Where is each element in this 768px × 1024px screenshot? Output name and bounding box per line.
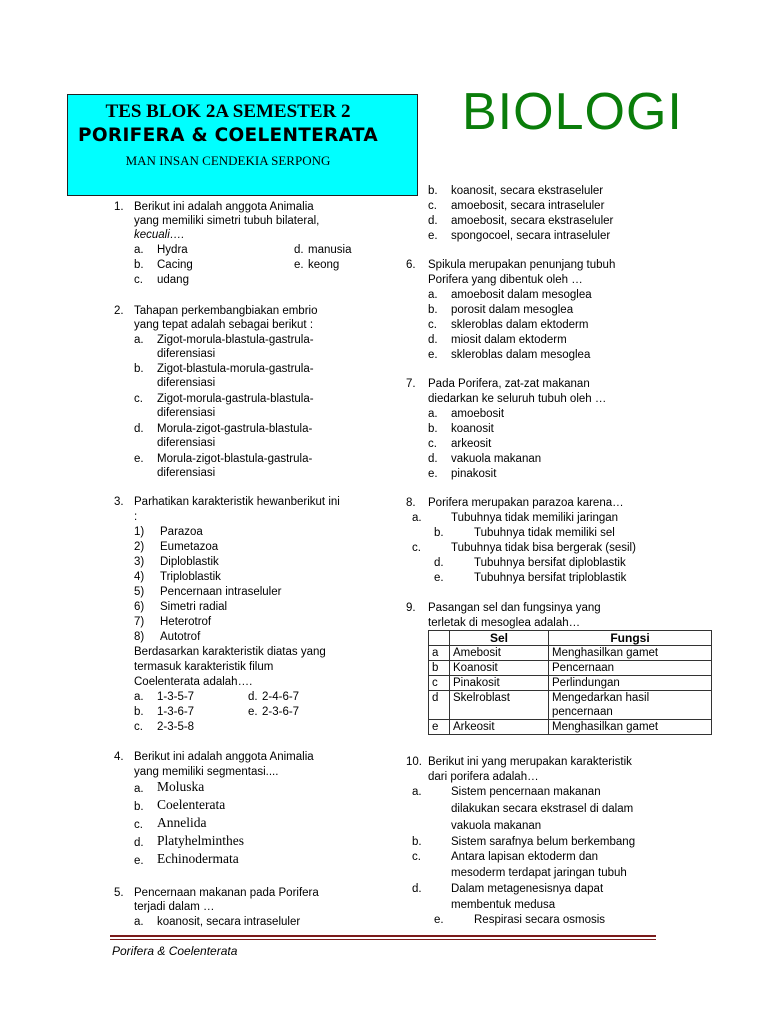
q4-text: yang memiliki segmentasi.... bbox=[134, 766, 279, 778]
subject-title: BIOLOGI bbox=[462, 83, 683, 141]
q7-text: diedarkan ke seluruh tubuh oleh … bbox=[428, 393, 607, 405]
q3-item: Diploblastik bbox=[160, 556, 219, 568]
q5-option: spongocoel, secara intraseluler bbox=[451, 230, 611, 242]
fungsi-line: Mengedarkan hasil bbox=[552, 692, 650, 704]
table-header-fungsi: Fungsi bbox=[549, 631, 712, 646]
q8-option: Tubuhnya bersifat triploblastik bbox=[474, 572, 627, 584]
q7-option: arkeosit bbox=[451, 438, 492, 450]
q2-option-key: b. bbox=[134, 363, 144, 375]
q5-option-key: d. bbox=[428, 215, 438, 227]
q10-option: Antara lapisan ektoderm dan bbox=[451, 851, 599, 863]
q5-text: terjadi dalam … bbox=[134, 901, 215, 913]
q4-option: Annelida bbox=[157, 815, 207, 830]
q3-item-key: 7) bbox=[134, 616, 145, 628]
q3-item-key: 5) bbox=[134, 586, 145, 598]
q6-option: skleroblas dalam ektoderm bbox=[451, 319, 589, 331]
q2-option-key: e. bbox=[134, 453, 144, 465]
q3-option: 2-3-6-7 bbox=[262, 706, 300, 718]
q1-option: keong bbox=[308, 259, 340, 271]
q2-option-key: d. bbox=[134, 423, 144, 435]
table-cell-sel: Skelroblast bbox=[450, 691, 549, 720]
q3-item: Triploblastik bbox=[160, 571, 221, 583]
q3-option: 2-3-5-8 bbox=[157, 721, 195, 733]
q3-text: : bbox=[134, 511, 138, 523]
q1-text: kecuali…. bbox=[134, 229, 185, 241]
q2-option: diferensiasi bbox=[157, 377, 216, 389]
table-cell-sel: Amebosit bbox=[450, 646, 549, 661]
q7-option: amoebosit bbox=[451, 408, 505, 420]
q1-option: udang bbox=[157, 274, 189, 286]
q10-option: vakuola makanan bbox=[451, 820, 542, 832]
q6-text: Porifera yang dibentuk oleh … bbox=[428, 274, 583, 286]
q5-option-key: e. bbox=[428, 230, 438, 242]
q10-option: Dalam metagenesisnya dapat bbox=[451, 883, 604, 895]
q2-option: Zigot-morula-gastrula-blastula- bbox=[157, 393, 314, 405]
table-row bbox=[429, 691, 712, 720]
q5-option: koanosit, secara ekstraseluler bbox=[451, 185, 604, 197]
q8-option-key: c. bbox=[412, 542, 421, 554]
topic-title: PORIFERA & COELENTERATA bbox=[78, 125, 378, 146]
fungsi-line: pencernaan bbox=[552, 706, 613, 718]
q3-text: Parhatikan karakteristik hewanberikut ini bbox=[134, 496, 340, 508]
q7-option-key: b. bbox=[428, 423, 438, 435]
q7-option-key: a. bbox=[428, 408, 438, 420]
q3-option: 1-3-6-7 bbox=[157, 706, 195, 718]
q10-text: Berikut ini yang merupakan karakteristik bbox=[428, 756, 632, 768]
q3-item: Parazoa bbox=[160, 526, 203, 538]
q4-option: Coelenterata bbox=[157, 797, 226, 812]
q6-option: porosit dalam mesoglea bbox=[451, 304, 574, 316]
q10-option: Respirasi secara osmosis bbox=[474, 914, 606, 926]
q5-option: amoebosit, secara ekstraseluler bbox=[451, 215, 614, 227]
table-row bbox=[429, 646, 712, 661]
q1-option: manusia bbox=[308, 244, 352, 256]
q7-option: pinakosit bbox=[451, 468, 497, 480]
q3-item: Autotrof bbox=[160, 631, 201, 643]
q4-option-key: e. bbox=[134, 855, 144, 867]
q6-option-key: c. bbox=[428, 319, 437, 331]
footer-rule bbox=[110, 939, 656, 940]
q3-item-key: 6) bbox=[134, 601, 145, 613]
q2-text: yang tepat adalah sebagai berikut : bbox=[134, 319, 314, 331]
q3-option-key: d. bbox=[248, 691, 258, 703]
q2-option: Zigot-morula-blastula-gastrula- bbox=[157, 334, 314, 346]
q8-option-key: d. bbox=[434, 557, 444, 569]
q3-option-key: c. bbox=[134, 721, 143, 733]
q10-option-key: e. bbox=[434, 914, 444, 926]
q3-item: Eumetazoa bbox=[160, 541, 219, 553]
q4-option: Echinodermata bbox=[157, 851, 239, 866]
q4-number: 4. bbox=[114, 751, 124, 763]
table-cell-fungsi: Perlindungan bbox=[549, 676, 712, 691]
q4-option: Platyhelminthes bbox=[157, 833, 244, 848]
q3-item-key: 2) bbox=[134, 541, 145, 553]
q5-option-key: b. bbox=[428, 185, 438, 197]
q9-text: terletak di mesoglea adalah… bbox=[428, 617, 581, 629]
q1-text: Berikut ini adalah anggota Animalia bbox=[134, 201, 314, 213]
q3-item-key: 1) bbox=[134, 526, 145, 538]
exam-title: TES BLOK 2A SEMESTER 2 bbox=[105, 101, 351, 122]
q3-option-key: b. bbox=[134, 706, 144, 718]
q10-option: dilakukan secara ekstrasel di dalam bbox=[451, 803, 634, 815]
q1-option-key: c. bbox=[134, 274, 143, 286]
q10-option: Sistem pencernaan makanan bbox=[451, 786, 601, 798]
table-cell-key: b bbox=[429, 661, 450, 676]
table-cell-key: c bbox=[429, 676, 450, 691]
q2-option: diferensiasi bbox=[157, 407, 216, 419]
q2-option: diferensiasi bbox=[157, 437, 216, 449]
table-cell-fungsi: Menghasilkan gamet bbox=[549, 720, 712, 735]
q5-option-key: c. bbox=[428, 200, 437, 212]
table-cell-sel: Arkeosit bbox=[450, 720, 549, 735]
q2-text: Tahapan perkembangbiakan embrio bbox=[134, 305, 318, 317]
table-row bbox=[429, 676, 712, 691]
q6-option: skleroblas dalam mesoglea bbox=[451, 349, 591, 361]
q8-option: Tubuhnya tidak bisa bergerak (sesil) bbox=[451, 542, 636, 554]
q4-text: Berikut ini adalah anggota Animalia bbox=[134, 751, 314, 763]
q7-option-key: c. bbox=[428, 438, 437, 450]
q2-option-key: a. bbox=[134, 334, 144, 346]
footer-rule bbox=[110, 935, 656, 937]
q9-text: Pasangan sel dan fungsinya yang bbox=[428, 602, 601, 614]
q1-option-key: e. bbox=[294, 259, 304, 271]
q7-option: vakuola makanan bbox=[451, 453, 542, 465]
table-cell-sel: Pinakosit bbox=[450, 676, 549, 691]
q3-item-key: 3) bbox=[134, 556, 145, 568]
q10-option: membentuk medusa bbox=[451, 899, 556, 911]
q1-number: 1. bbox=[114, 201, 124, 213]
q7-option-key: e. bbox=[428, 468, 438, 480]
q2-option: Morula-zigot-blastula-gastrula- bbox=[157, 453, 313, 465]
q8-option-key: a. bbox=[412, 512, 422, 524]
q6-option: amoebosit dalam mesoglea bbox=[451, 289, 592, 301]
q4-option: Moluska bbox=[157, 779, 205, 794]
q7-option-key: d. bbox=[428, 453, 438, 465]
q10-option: Sistem sarafnya belum berkembang bbox=[451, 836, 636, 848]
q3-option: 2-4-6-7 bbox=[262, 691, 300, 703]
q4-option-key: c. bbox=[134, 819, 143, 831]
table-row bbox=[429, 661, 712, 676]
q9-number: 9. bbox=[406, 602, 416, 614]
q4-option-key: d. bbox=[134, 837, 144, 849]
q10-text: dari porifera adalah… bbox=[428, 771, 539, 783]
q10-option-key: a. bbox=[412, 786, 422, 798]
q1-text: yang memiliki simetri tubuh bilateral, bbox=[134, 215, 320, 227]
school-name: MAN INSAN CENDEKIA SERPONG bbox=[125, 153, 331, 168]
q2-number: 2. bbox=[114, 305, 124, 317]
table-cell-key: a bbox=[429, 646, 450, 661]
q6-number: 6. bbox=[406, 259, 416, 271]
q4-option-key: a. bbox=[134, 783, 144, 795]
table-cell-fungsi bbox=[549, 691, 712, 720]
q5-text: Pencernaan makanan pada Porifera bbox=[134, 887, 319, 899]
table-header-blank bbox=[429, 631, 450, 646]
q3-item: Simetri radial bbox=[160, 601, 228, 613]
q5-option-key: a. bbox=[134, 916, 144, 928]
q3-text: Coelenterata adalah…. bbox=[134, 676, 253, 688]
q3-option: 1-3-5-7 bbox=[157, 691, 195, 703]
q6-option-key: e. bbox=[428, 349, 438, 361]
q6-option: miosit dalam ektoderm bbox=[451, 334, 567, 346]
q10-option-key: b. bbox=[412, 836, 422, 848]
q5-number: 5. bbox=[114, 887, 124, 899]
q3-item-key: 4) bbox=[134, 571, 145, 583]
q10-option-key: d. bbox=[412, 883, 422, 895]
q1-option: Cacing bbox=[157, 259, 193, 271]
q8-option: Tubuhnya bersifat diploblastik bbox=[474, 557, 626, 569]
table-cell-fungsi: Menghasilkan gamet bbox=[549, 646, 712, 661]
q8-number: 8. bbox=[406, 497, 416, 509]
q8-text: Porifera merupakan parazoa karena… bbox=[428, 497, 624, 509]
q1-option: Hydra bbox=[157, 244, 188, 256]
cell-function-table bbox=[428, 630, 712, 735]
q4-option-key: b. bbox=[134, 801, 144, 813]
table-header-row bbox=[429, 631, 712, 646]
q1-option-key: d. bbox=[294, 244, 304, 256]
q2-option: diferensiasi bbox=[157, 467, 216, 479]
q3-option-key: e. bbox=[248, 706, 258, 718]
q5-option: amoebosit, secara intraseluler bbox=[451, 200, 605, 212]
footer-text: Porifera & Coelenterata bbox=[112, 944, 238, 958]
q3-option-key: a. bbox=[134, 691, 144, 703]
q2-option-key: c. bbox=[134, 393, 143, 405]
q8-option: Tubuhnya tidak memiliki jaringan bbox=[451, 512, 619, 524]
q3-item: Heterotrof bbox=[160, 616, 212, 628]
q8-option-key: b. bbox=[434, 527, 444, 539]
q6-option-key: d. bbox=[428, 334, 438, 346]
q7-option: koanosit bbox=[451, 423, 494, 435]
q3-text: Berdasarkan karakteristik diatas yang bbox=[134, 646, 326, 658]
q3-item-key: 8) bbox=[134, 631, 145, 643]
table-header-sel: Sel bbox=[450, 631, 549, 646]
q1-option-key: a. bbox=[134, 244, 144, 256]
q10-number: 10. bbox=[406, 756, 422, 768]
q3-text: termasuk karakteristik filum bbox=[134, 661, 274, 673]
table-cell-key: e bbox=[429, 720, 450, 735]
table-cell-sel: Koanosit bbox=[450, 661, 549, 676]
q2-option: Morula-zigot-gastrula-blastula- bbox=[157, 423, 313, 435]
q10-option-key: c. bbox=[412, 851, 421, 863]
q6-text: Spikula merupakan penunjang tubuh bbox=[428, 259, 616, 271]
q1-option-key: b. bbox=[134, 259, 144, 271]
q5-option: koanosit, secara intraseluler bbox=[157, 916, 301, 928]
q10-option: mesoderm terdapat jaringan tubuh bbox=[451, 867, 627, 879]
q7-number: 7. bbox=[406, 378, 416, 390]
q6-option-key: b. bbox=[428, 304, 438, 316]
header-box bbox=[67, 94, 418, 196]
q6-option-key: a. bbox=[428, 289, 438, 301]
q7-text: Pada Porifera, zat-zat makanan bbox=[428, 378, 590, 390]
q8-option-key: e. bbox=[434, 572, 444, 584]
q2-option: Zigot-blastula-morula-gastrula- bbox=[157, 363, 314, 375]
table-cell-fungsi: Pencernaan bbox=[549, 661, 712, 676]
q2-option: diferensiasi bbox=[157, 348, 216, 360]
table-cell-key: d bbox=[429, 691, 450, 720]
q3-number: 3. bbox=[114, 496, 124, 508]
q8-option: Tubuhnya tidak memiliki sel bbox=[474, 527, 615, 539]
table-row bbox=[429, 720, 712, 735]
q3-item: Pencernaan intraseluler bbox=[160, 586, 282, 598]
